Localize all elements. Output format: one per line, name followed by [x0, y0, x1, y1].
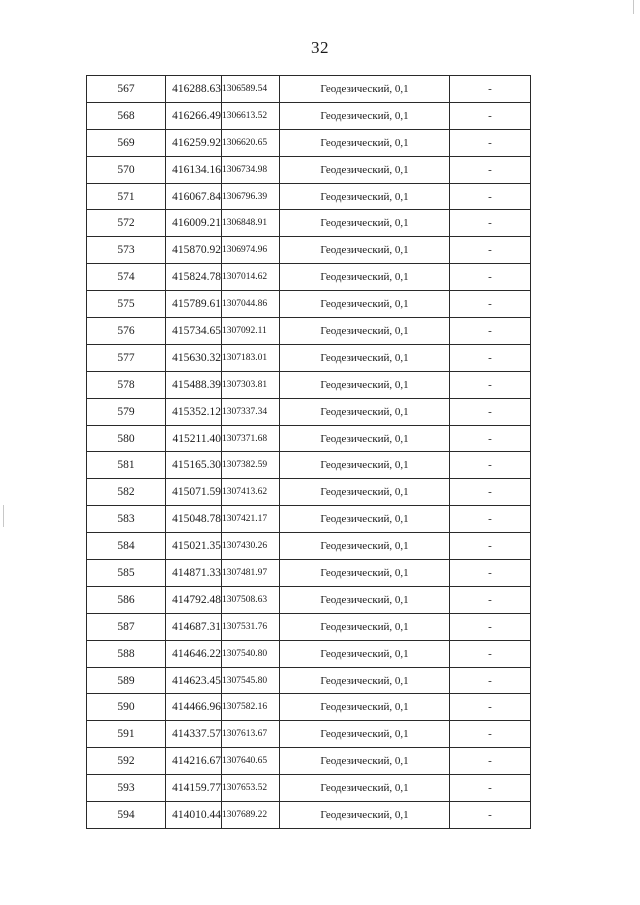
table-row: [87, 102, 531, 129]
method-cell: Геодезический, 0,1: [280, 183, 450, 210]
table-row: [87, 76, 531, 103]
extra-cell: -: [450, 694, 531, 721]
extra-cell: -: [450, 318, 531, 345]
point-number-cell: 568: [87, 102, 166, 129]
point-number-cell: 579: [87, 398, 166, 425]
table-row: [87, 721, 531, 748]
extra-cell: -: [450, 425, 531, 452]
method-cell: Геодезический, 0,1: [280, 102, 450, 129]
coord-x-cell: 415071.59: [166, 479, 222, 506]
method-cell: Геодезический, 0,1: [280, 398, 450, 425]
extra-cell: -: [450, 237, 531, 264]
point-number-cell: 585: [87, 560, 166, 587]
method-cell: Геодезический, 0,1: [280, 721, 450, 748]
point-number-cell: 576: [87, 318, 166, 345]
extra-cell: -: [450, 210, 531, 237]
point-number-cell: 584: [87, 533, 166, 560]
point-number-cell: 580: [87, 425, 166, 452]
coord-y-cell: 1307183.01: [222, 344, 280, 371]
coord-y-cell: 1306796.39: [222, 183, 280, 210]
coord-y-cell: 1306589.54: [222, 76, 280, 103]
coord-y-cell: 1307337.34: [222, 398, 280, 425]
coord-y-cell: 1307413.62: [222, 479, 280, 506]
table-row: [87, 371, 531, 398]
coord-x-cell: 414792.48: [166, 586, 222, 613]
extra-cell: -: [450, 667, 531, 694]
coord-y-cell: 1306620.65: [222, 129, 280, 156]
coord-x-cell: 416288.63: [166, 76, 222, 103]
method-cell: Геодезический, 0,1: [280, 560, 450, 587]
coordinates-table-body: [87, 76, 531, 829]
point-number-cell: 567: [87, 76, 166, 103]
coord-x-cell: 415352.12: [166, 398, 222, 425]
coord-x-cell: 415048.78: [166, 506, 222, 533]
method-cell: Геодезический, 0,1: [280, 291, 450, 318]
coord-x-cell: 414466.96: [166, 694, 222, 721]
coord-y-cell: 1307508.63: [222, 586, 280, 613]
point-number-cell: 594: [87, 802, 166, 829]
coord-x-cell: 414871.33: [166, 560, 222, 587]
coord-x-cell: 416009.21: [166, 210, 222, 237]
extra-cell: -: [450, 533, 531, 560]
table-row: [87, 586, 531, 613]
coord-y-cell: 1307371.68: [222, 425, 280, 452]
coord-x-cell: 415211.40: [166, 425, 222, 452]
point-number-cell: 587: [87, 613, 166, 640]
table-row: [87, 156, 531, 183]
coord-x-cell: 414216.67: [166, 748, 222, 775]
extra-cell: -: [450, 560, 531, 587]
coord-x-cell: 415870.92: [166, 237, 222, 264]
extra-cell: -: [450, 291, 531, 318]
extra-cell: -: [450, 344, 531, 371]
method-cell: Геодезический, 0,1: [280, 533, 450, 560]
coordinates-table: [86, 75, 531, 829]
coord-y-cell: 1307653.52: [222, 775, 280, 802]
extra-cell: -: [450, 613, 531, 640]
table-row: [87, 318, 531, 345]
coord-x-cell: 414159.77: [166, 775, 222, 802]
coord-y-cell: 1307382.59: [222, 452, 280, 479]
extra-cell: -: [450, 452, 531, 479]
table-row: [87, 748, 531, 775]
method-cell: Геодезический, 0,1: [280, 425, 450, 452]
method-cell: Геодезический, 0,1: [280, 452, 450, 479]
coord-y-cell: 1307545.80: [222, 667, 280, 694]
method-cell: Геодезический, 0,1: [280, 479, 450, 506]
table-row: [87, 264, 531, 291]
coord-y-cell: 1307531.76: [222, 613, 280, 640]
method-cell: Геодезический, 0,1: [280, 802, 450, 829]
coord-y-cell: 1307540.80: [222, 640, 280, 667]
point-number-cell: 593: [87, 775, 166, 802]
method-cell: Геодезический, 0,1: [280, 344, 450, 371]
coord-x-cell: 416259.92: [166, 129, 222, 156]
coord-x-cell: 414010.44: [166, 802, 222, 829]
extra-cell: -: [450, 129, 531, 156]
coord-x-cell: 416067.84: [166, 183, 222, 210]
point-number-cell: 569: [87, 129, 166, 156]
coord-y-cell: 1307014.62: [222, 264, 280, 291]
method-cell: Геодезический, 0,1: [280, 156, 450, 183]
table-row: [87, 291, 531, 318]
coord-y-cell: 1306613.52: [222, 102, 280, 129]
table-row: [87, 775, 531, 802]
coord-x-cell: 416134.16: [166, 156, 222, 183]
table-row: [87, 667, 531, 694]
table-row: [87, 506, 531, 533]
extra-cell: -: [450, 264, 531, 291]
table-row: [87, 452, 531, 479]
extra-cell: -: [450, 371, 531, 398]
coord-x-cell: 414687.31: [166, 613, 222, 640]
scan-mark: [633, 0, 634, 14]
extra-cell: -: [450, 102, 531, 129]
point-number-cell: 571: [87, 183, 166, 210]
method-cell: Геодезический, 0,1: [280, 613, 450, 640]
table-row: [87, 479, 531, 506]
coord-x-cell: 415488.39: [166, 371, 222, 398]
point-number-cell: 582: [87, 479, 166, 506]
coord-x-cell: 415021.35: [166, 533, 222, 560]
point-number-cell: 577: [87, 344, 166, 371]
coord-x-cell: 416266.49: [166, 102, 222, 129]
table-row: [87, 344, 531, 371]
table-row: [87, 398, 531, 425]
table-row: [87, 210, 531, 237]
method-cell: Геодезический, 0,1: [280, 210, 450, 237]
extra-cell: -: [450, 748, 531, 775]
point-number-cell: 578: [87, 371, 166, 398]
table-row: [87, 425, 531, 452]
table-row: [87, 129, 531, 156]
point-number-cell: 572: [87, 210, 166, 237]
method-cell: Геодезический, 0,1: [280, 694, 450, 721]
coord-x-cell: 415824.78: [166, 264, 222, 291]
point-number-cell: 590: [87, 694, 166, 721]
coord-x-cell: 415789.61: [166, 291, 222, 318]
method-cell: Геодезический, 0,1: [280, 506, 450, 533]
coord-x-cell: 415734.65: [166, 318, 222, 345]
coord-y-cell: 1307640.65: [222, 748, 280, 775]
table-row: [87, 694, 531, 721]
method-cell: Геодезический, 0,1: [280, 748, 450, 775]
point-number-cell: 591: [87, 721, 166, 748]
point-number-cell: 592: [87, 748, 166, 775]
coord-y-cell: 1307481.97: [222, 560, 280, 587]
method-cell: Геодезический, 0,1: [280, 129, 450, 156]
method-cell: Геодезический, 0,1: [280, 775, 450, 802]
table-row: [87, 640, 531, 667]
coord-x-cell: 414337.57: [166, 721, 222, 748]
coord-y-cell: 1307044.86: [222, 291, 280, 318]
extra-cell: -: [450, 775, 531, 802]
page-number: 32: [311, 38, 329, 57]
coord-y-cell: 1306734.98: [222, 156, 280, 183]
coord-y-cell: 1307303.81: [222, 371, 280, 398]
coord-y-cell: 1307092.11: [222, 318, 280, 345]
extra-cell: -: [450, 398, 531, 425]
extra-cell: -: [450, 802, 531, 829]
coord-y-cell: 1306848.91: [222, 210, 280, 237]
point-number-cell: 575: [87, 291, 166, 318]
extra-cell: -: [450, 156, 531, 183]
coord-x-cell: 414646.22: [166, 640, 222, 667]
point-number-cell: 573: [87, 237, 166, 264]
coord-x-cell: 415165.30: [166, 452, 222, 479]
coord-x-cell: 415630.32: [166, 344, 222, 371]
method-cell: Геодезический, 0,1: [280, 667, 450, 694]
coord-y-cell: 1307582.16: [222, 694, 280, 721]
extra-cell: -: [450, 506, 531, 533]
method-cell: Геодезический, 0,1: [280, 640, 450, 667]
point-number-cell: 589: [87, 667, 166, 694]
point-number-cell: 581: [87, 452, 166, 479]
extra-cell: -: [450, 479, 531, 506]
point-number-cell: 588: [87, 640, 166, 667]
point-number-cell: 583: [87, 506, 166, 533]
method-cell: Геодезический, 0,1: [280, 371, 450, 398]
coord-y-cell: 1307430.26: [222, 533, 280, 560]
coord-y-cell: 1307421.17: [222, 506, 280, 533]
coord-y-cell: 1306974.96: [222, 237, 280, 264]
coord-y-cell: 1307613.67: [222, 721, 280, 748]
point-number-cell: 570: [87, 156, 166, 183]
table-row: [87, 183, 531, 210]
extra-cell: -: [450, 76, 531, 103]
table-row: [87, 237, 531, 264]
table-row: [87, 802, 531, 829]
table-row: [87, 613, 531, 640]
coord-x-cell: 414623.45: [166, 667, 222, 694]
method-cell: Геодезический, 0,1: [280, 237, 450, 264]
point-number-cell: 574: [87, 264, 166, 291]
coord-y-cell: 1307689.22: [222, 802, 280, 829]
method-cell: Геодезический, 0,1: [280, 264, 450, 291]
extra-cell: -: [450, 183, 531, 210]
table-row: [87, 560, 531, 587]
method-cell: Геодезический, 0,1: [280, 318, 450, 345]
method-cell: Геодезический, 0,1: [280, 586, 450, 613]
method-cell: Геодезический, 0,1: [280, 76, 450, 103]
extra-cell: -: [450, 721, 531, 748]
extra-cell: -: [450, 586, 531, 613]
scan-mark: [3, 505, 4, 527]
table-row: [87, 533, 531, 560]
point-number-cell: 586: [87, 586, 166, 613]
extra-cell: -: [450, 640, 531, 667]
